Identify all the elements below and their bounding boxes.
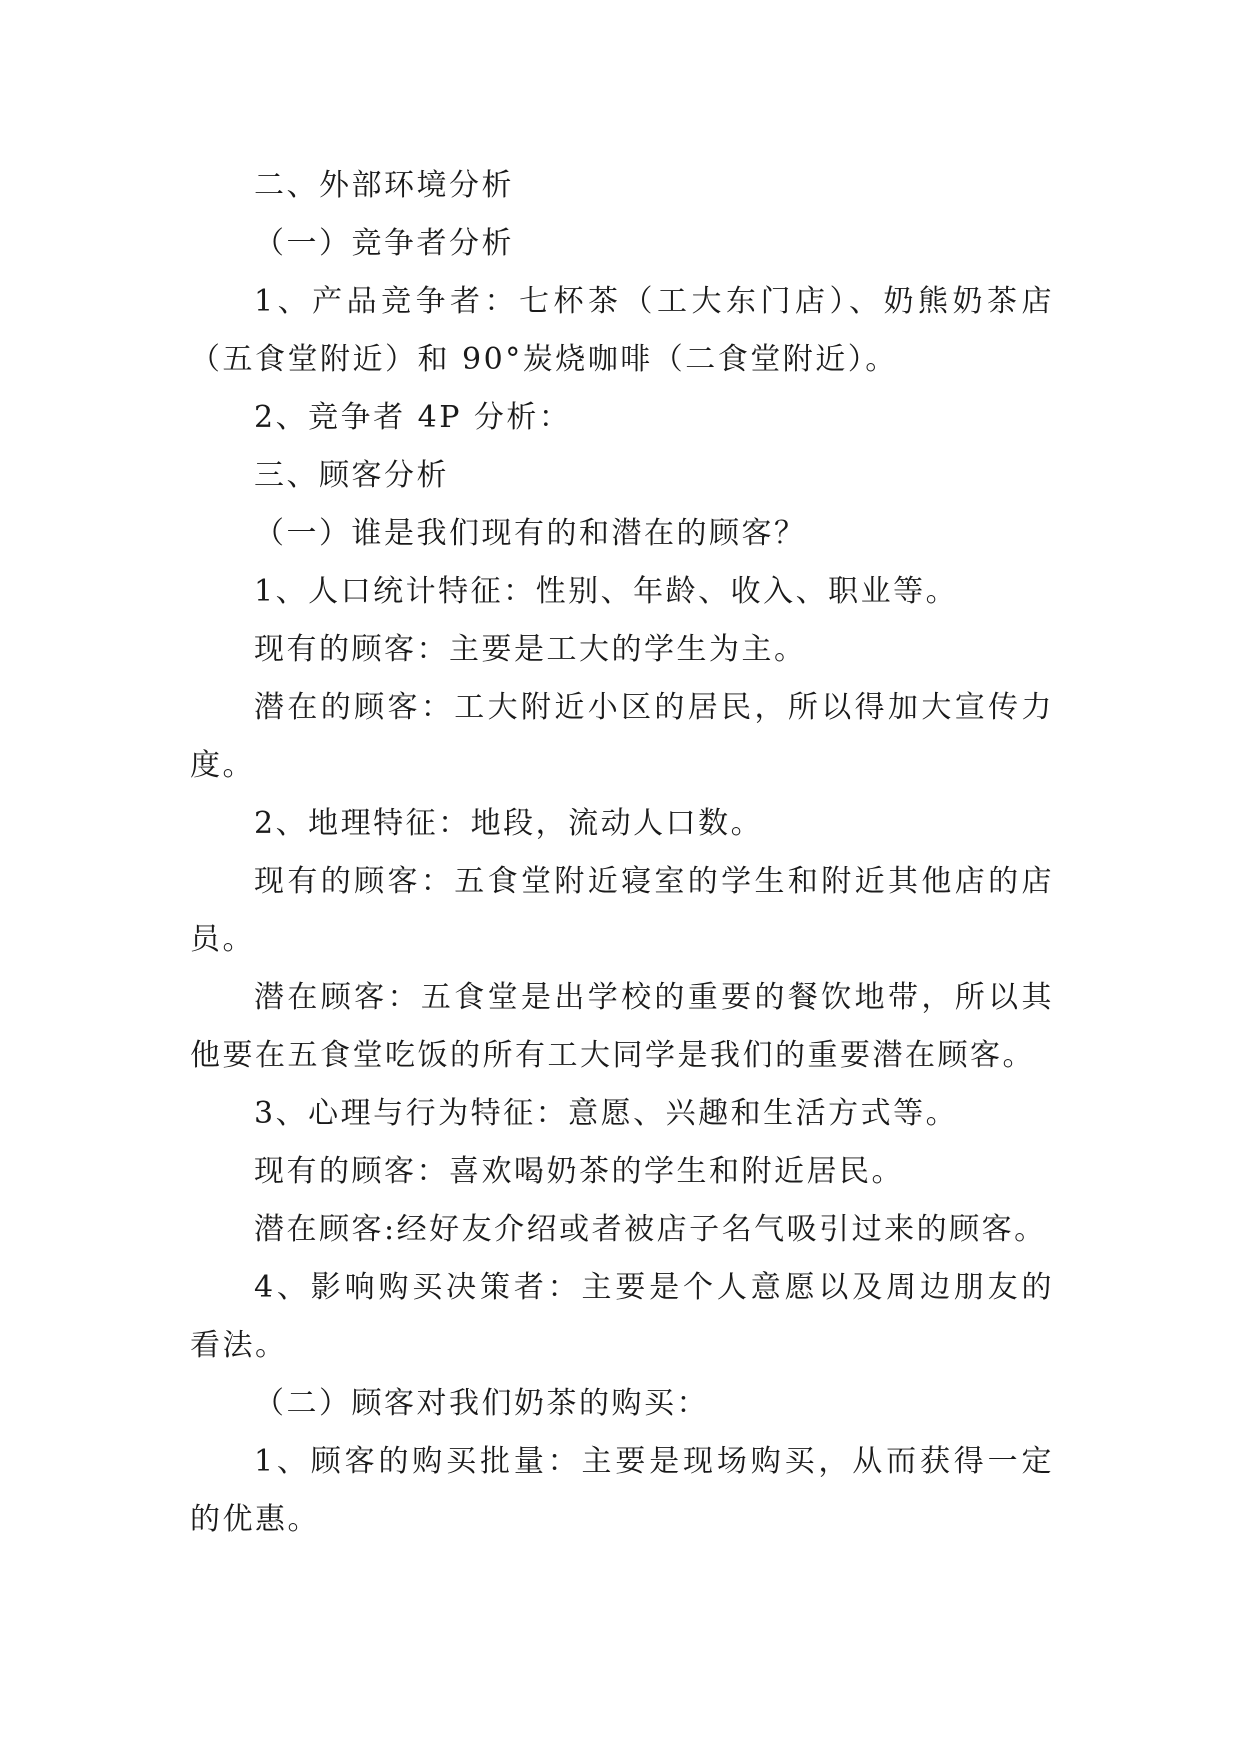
paragraph-psychology-behavior: 3、心理与行为特征：意愿、兴趣和生活方式等。 xyxy=(254,1096,959,1131)
paragraph-purchase-influencers: 4、影响购买决策者：主要是个人意愿以及周边朋友的看法。 xyxy=(190,1270,1054,1363)
paragraph-demographics: 1、人口统计特征：性别、年龄、收入、职业等。 xyxy=(254,574,959,609)
subsection-heading-competitor-analysis: （一）竞争者分析 xyxy=(254,226,514,261)
paragraph-current-customers-3: 现有的顾客：喜欢喝奶茶的学生和附近居民。 xyxy=(254,1154,904,1189)
paragraph-competitor-4p: 2、竞争者 4P 分析： xyxy=(254,400,572,435)
subsection-heading-customer-purchase: （二）顾客对我们奶茶的购买： xyxy=(254,1386,709,1421)
section-heading-external-environment: 二、外部环境分析 xyxy=(254,168,514,203)
document-body xyxy=(190,157,1054,1549)
paragraph-purchase-volume: 1、顾客的购买批量：主要是现场购买，从而获得一定的优惠。 xyxy=(190,1444,1054,1537)
paragraph-potential-customers-2: 潜在顾客：五食堂是出学校的重要的餐饮地带，所以其他要在五食堂吃饭的所有工大同学是我们的重要潜在顾客。 xyxy=(190,980,1054,1073)
subsection-heading-who-are-customers: （一）谁是我们现有的和潜在的顾客？ xyxy=(254,516,807,551)
paragraph-current-customers-2: 现有的顾客：五食堂附近寝室的学生和附近其他店的店员。 xyxy=(190,864,1054,957)
paragraph-potential-customers-1: 潜在的顾客：工大附近小区的居民，所以得加大宣传力度。 xyxy=(190,690,1054,783)
paragraph-geography: 2、地理特征：地段，流动人口数。 xyxy=(254,806,764,841)
section-heading-customer-analysis: 三、顾客分析 xyxy=(254,458,449,493)
paragraph-product-competitors: 1、产品竞争者：七杯茶（工大东门店）、奶熊奶茶店（五食堂附近）和 90°炭烧咖啡（二食堂附近）。 xyxy=(190,284,1054,377)
paragraph-potential-customers-3: 潜在顾客:经好友介绍或者被店子名气吸引过来的顾客。 xyxy=(254,1212,1047,1247)
paragraph-current-customers-1: 现有的顾客：主要是工大的学生为主。 xyxy=(254,632,807,667)
